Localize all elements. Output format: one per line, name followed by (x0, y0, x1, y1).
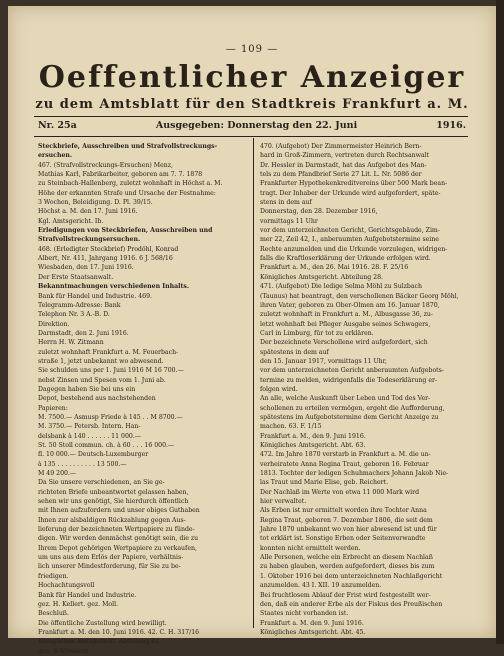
text-line: 471. (Aufgebot) Die ledige Selma Möhl zu Sulzbach (260, 283, 422, 291)
text-line: Wiesbaden, den 17. Juni 1916. (38, 264, 134, 272)
text-line: Bank für Handel und Industrie. 469. (38, 292, 153, 300)
text-line: Direktion. (38, 320, 70, 328)
column-divider (253, 138, 254, 628)
text-line: Beschluß. (38, 610, 69, 618)
header-bottom-rule (34, 136, 468, 137)
page-number: — 109 — (225, 44, 279, 55)
text-line: Höhe der erkannten Strafe und Ursache der Festnahme: (38, 189, 216, 197)
text-line: ersuchen. (38, 152, 73, 160)
text-line: Telegramm-Adresse: Bank (38, 301, 121, 309)
text-line: Ihnen zur alsbaldigen Rückzahlung gegen Aus- (38, 516, 186, 524)
masthead-subtitle: zu dem Amtsblatt für den Stadtkreis Frankfurt a. M. (35, 97, 469, 112)
text-line: M. 7500.— Asmusp Friede à 145 . . M 8700.— (38, 413, 183, 421)
text-line: An alle, welche Auskunft über Leben und Tod des Ver- (260, 395, 431, 403)
text-line: Frankfurt a. M., den 9. Juni 1916. (260, 432, 366, 440)
text-line: vor dem unterzeichneten Gericht anberaumten Aufgebots- (260, 367, 444, 375)
text-line: lich unserer Mindestforderung, für Sie zu be- (38, 563, 181, 571)
text-line: schollenen zu erteilen vermögen, ergeht die Aufforderung, (260, 404, 445, 412)
right-column (260, 142, 472, 637)
text-line: Depot, bestehend aus nachstehenden (38, 395, 156, 403)
text-line: Mathias Karl, Fabrikarbeiter, geboren am 7. 7. 1878 (38, 171, 203, 179)
text-line: sehen wir uns genötigt, Sie hierdurch öffentlich (38, 498, 189, 506)
text-line: M 49 200.— (38, 470, 77, 478)
newspaper-page (8, 6, 496, 655)
text-line: à 135 . . . . . . . . . . 13 500.— (38, 460, 127, 468)
text-line: Sie schulden uns per 1. Juni 1916 M 16 700.— (38, 367, 184, 375)
text-line: machen. 63. F. 1/15 (260, 423, 322, 431)
text-line: Erledigungen von Steckbriefen, Ausschreiben und (38, 227, 213, 235)
text-line: Telephon Nr. 3 A.-B. D. (38, 311, 110, 319)
text-line: Königliches Amtsgericht. Abteilung 42. (38, 638, 162, 646)
top-rule (34, 116, 468, 117)
text-line: 1. Oktober 1916 bei dem unterzeichneten Nachlaßgericht (260, 572, 443, 580)
text-line: hier verwaltet. (260, 498, 307, 506)
text-line: Frankfurter Hypothekenkreditvereins über 500 Mark bean- (260, 180, 448, 188)
text-line: spätestens im Aufgebotstermine dem Gericht Anzeige zu (260, 413, 439, 421)
text-line: Der Erste Staatsanwalt. (38, 273, 114, 281)
issue-info-line (38, 120, 466, 134)
text-line: 470. (Aufgebot) Der Zimmermeister Heinrich Bern- (260, 143, 422, 150)
text-line: 467. (Strafvollstreckungs-Ersuchen) Menz, (38, 161, 174, 169)
text-line: Albert, Nr. 411, Jahrgang 1916. 6 J. 568/16 (38, 255, 173, 263)
text-line: mit Ihnen aufzufordern und unser obiges Guthaben (38, 507, 200, 515)
text-line: digen. Wir werden denmächst genötigt sein, die zu (38, 535, 199, 543)
text-line: Dr. Hessler in Darmstadt, hat das Aufgebot des Man- (260, 161, 427, 169)
text-line: tot erklärt ist. Sonstige Erben oder Seitenverwandte (260, 535, 426, 543)
text-line: Der bezeichnete Verschollene wird aufgefordert, sich (260, 339, 428, 347)
text-line: vor dem unterzeichneten Gericht, Gerichtsgebäude, Zim- (260, 227, 440, 235)
text-line: fl. 10 000.— Deutsch-Luxemburger (38, 451, 149, 459)
text-line: zu haben glauben, werden aufgefordert, dieses bis zum (260, 563, 435, 571)
text-line: richteten Briefe unbeantwortet gelassen haben, (38, 488, 189, 496)
text-line: 472. Im Jahre 1870 verstarb in Frankfurt a. M. die un- (260, 451, 431, 459)
text-line: folgen wird. (260, 385, 298, 393)
text-line: Königliches Amtsgericht. Abt. 45. (260, 628, 366, 636)
text-line: falls die Kraftloserklärung der Urkunde erfolgen wird. (260, 255, 431, 263)
text-line: Königliches Amtsgericht. Abt. 63. (260, 442, 366, 449)
text-line: straße 1, jetzt unbekannt wo abwesend. (38, 357, 164, 365)
issue-year: 1916. (436, 120, 466, 131)
text-line: spätestens in dem auf (260, 348, 329, 356)
text-line: 3 Wochen, Beleidigung. D. Pl. 39/15. (38, 199, 153, 207)
text-line: zu Steinbach-Hallenberg, zuletzt wohnhaft in Höchst a. M. (38, 180, 223, 188)
text-line: Als Erben ist nur ermittelt worden ihre Tochter Anna (260, 507, 427, 515)
text-line: Steckbriefe, Ausschreiben und Strafvollstreckungs- (38, 143, 218, 150)
text-line: gez. H. Kellert. gez. Moll. (38, 600, 119, 608)
text-line: Jahre 1870 unbekannt wo von hier abwesend ist und für (260, 526, 437, 534)
text-line: letzt wohnhaft bei Pfleger Ausgabe seines Schwagers, (260, 320, 431, 328)
text-line: vormittags 11 Uhr (260, 217, 318, 225)
text-line: anzumelden. 43 I. XII. 19 anzumelden. (260, 582, 382, 590)
text-line: Ihrem Depot gehörigen Wertpapiere zu verkaufen, (38, 544, 197, 552)
text-line: nebst Zinsen und Spesen vom 1. Juni ab. (38, 376, 166, 384)
text-line: Königliches Amtsgericht. Abteilung 28. (260, 273, 384, 281)
text-line: Darmstadt, den 2. Juni 1916. (38, 329, 129, 337)
text-line: zuletzt wohnhaft Frankfurt a. M. Feuerbach- (38, 348, 179, 356)
text-line: Alle Personen, welche ein Erbrecht an diesem Nachlaß (260, 554, 433, 562)
text-line: den, daß ein anderer Erbe als der Fiskus des Preußischen (260, 600, 443, 608)
text-line: ihren Vater, geboren zu Ober-Olmen am 16. Januar 1870, (260, 301, 440, 309)
text-line: Bekanntmachungen verschiedenen Inhalts. (38, 283, 189, 291)
text-line: termine zu melden, widrigenfalls die Todeserklärung er- (260, 376, 438, 384)
text-line: hard in Groß-Zimmern, vertreten durch Rechtsanwalt (260, 152, 430, 160)
text-line: Carl in Limburg, für tot zu erklären. (260, 329, 374, 337)
text-line: delsbank à 140 . . . . . . 11 000.— (38, 432, 141, 440)
text-line: Strafvollstreckungsersuchen. (38, 236, 141, 244)
text-line: Frankfurt a. M. den 10. Juni 1916. 42. C. H. 317/16 (38, 628, 200, 636)
text-line: 1813. Tochter der ledigen Schuhmachers Johann Jakob Nie- (260, 470, 449, 478)
text-line: Dagegen haben Sie bei uns ein (38, 385, 136, 393)
text-line: Kgl. Amtsgericht. Ib. (38, 217, 104, 225)
text-line: las Traut und Marie Elise, geb. Reichert. (260, 479, 389, 487)
text-line: mer 22, Zeil 42, I., anberaumten Aufgebotstermine seine (260, 236, 439, 244)
text-line: tels zu dem Pfandbrief Serie 27 Lit. L. Nr. 5086 der (260, 171, 422, 179)
text-line: Bank für Handel und Industrie. (38, 591, 137, 599)
issue-number: Nr. 25a (38, 120, 77, 131)
text-line: Bei fruchtlosem Ablauf der Frist wird festgestellt wer- (260, 591, 431, 599)
text-line: Frankfurt a. M. den 9. Juni 1916. (260, 619, 364, 627)
text-line: lieferung der bezeichneten Wertpapiere zu fünde- (38, 526, 195, 534)
text-line: verheiratete Anna Regina Traut, geboren 16. Februar (260, 460, 429, 468)
text-line: den 15. Januar 1917, vormittags 11 Uhr, (260, 357, 387, 365)
text-line: Hochachtungsvoll (38, 582, 95, 590)
text-line: Frankfurt a. M., den 26. Mai 1916. 28. F. 25/16 (260, 264, 409, 272)
text-line: (Taunus) hat beantragt, den verschollenen Bäcker Georg Möhl, (260, 292, 459, 300)
text-line: um uns aus dem Erlös der Papiere, verhältnis- (38, 554, 184, 562)
text-line: M. 3750.— Petersb. Intern. Han- (38, 423, 141, 431)
text-line: Herrn H. W. Zitmann (38, 339, 104, 347)
text-line: 468. (Erledigter Steckbrief) Prodöhl, Konrad (38, 245, 179, 253)
text-line: Rechte anzumelden und die Urkunde vorzulegen, widrigen- (260, 245, 448, 253)
masthead-title: Oeffentlicher Anzeiger (38, 60, 466, 95)
text-line: Papieren: (38, 404, 68, 412)
text-line: Der Nachlaß im Werte von etwa 11 000 Mark wird (260, 488, 420, 496)
issue-date: Ausgegeben: Donnerstag den 22. Juni (155, 120, 358, 131)
text-line: zuletzt wohnhaft in Frankfurt a. M., Albusgasse 36, zu- (260, 311, 433, 319)
text-line: stens in dem auf (260, 199, 312, 207)
left-column (38, 142, 246, 656)
text-line: friedigen. (38, 572, 69, 580)
text-line: Donnerstag, den 28. Dezember 1916, (260, 208, 378, 216)
text-line: Die öffentliche Zustellung wird bewilligt. (38, 619, 167, 627)
text-line: gez. Schlosstein. (38, 647, 91, 655)
text-line: Höchst a. M. den 17. Juni 1916. (38, 208, 138, 216)
text-line: tragt. Der Inhaber der Urkunde wird aufgefordert, späte- (260, 189, 441, 197)
text-line: Staates nicht vorhanden ist. (260, 610, 349, 618)
text-line: St. 50 Stoll commun. ch. à 60 . . . 16 000.— (38, 442, 175, 449)
text-line: Regina Traut, geboren 7. Dezember 1806, die seit dem (260, 516, 433, 524)
text-line: Da Sie unsere verschiedenen, an Sie ge- (38, 479, 165, 487)
text-line: konnten nicht ermittelt werden. (260, 544, 361, 552)
binding-spine (496, 0, 504, 644)
